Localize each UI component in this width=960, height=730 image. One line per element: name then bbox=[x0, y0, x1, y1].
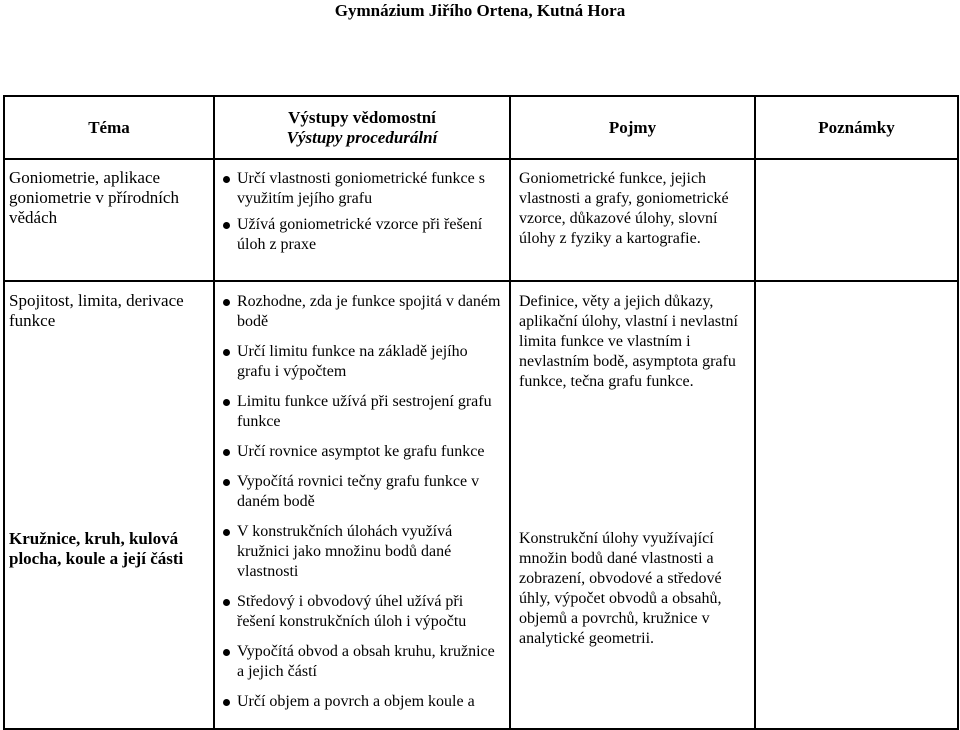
outcome-text: Užívá goniometrické vzorce při řešení úloh z praxe bbox=[237, 216, 483, 253]
list-item bbox=[221, 692, 503, 712]
list-item bbox=[221, 442, 503, 462]
bullet-icon bbox=[223, 349, 230, 356]
bullet-icon bbox=[223, 699, 230, 706]
column-header-tema: Téma bbox=[4, 96, 214, 159]
outcome-text: Limitu funkce užívá při sestrojení grafu funkce bbox=[237, 393, 492, 430]
list-item bbox=[221, 642, 503, 682]
outcome-text: V konstrukčních úlohách využívá kružnici jako množinu bodů dané vlastnosti bbox=[237, 523, 453, 580]
list-item bbox=[221, 392, 503, 432]
topic-cell: Goniometrie, aplikace goniometrie v přírodních vědách bbox=[4, 159, 214, 281]
outcome-text: Rozhodne, zda je funkce spojitá v daném bodě bbox=[237, 293, 501, 330]
list-item bbox=[221, 342, 503, 382]
header-row bbox=[4, 96, 958, 159]
terms-cell: Definice, věty a jejich důkazy, aplikační úlohy, vlastní i nevlastní limita funkce ve vlastním i nevlastním bodě, asymptota grafu funkce, tečna grafu funkce. bbox=[510, 281, 755, 529]
terms-cell: Goniometrické funkce, jejich vlastnosti a grafy, goniometrické vzorce, důkazové úlohy, slovní úlohy z fyziky a kartografie. bbox=[510, 159, 755, 281]
table-row bbox=[4, 281, 958, 529]
list-item bbox=[221, 169, 503, 209]
bullet-icon bbox=[223, 599, 230, 606]
list-item bbox=[221, 472, 503, 512]
curriculum-table bbox=[3, 95, 959, 730]
column-header-pojmy: Pojmy bbox=[510, 96, 755, 159]
bullet-icon bbox=[223, 222, 230, 229]
list-item bbox=[221, 292, 503, 332]
school-title: Gymnázium Jiřího Ortena, Kutná Hora bbox=[334, 1, 626, 20]
table-row bbox=[4, 159, 958, 281]
notes-cell bbox=[755, 159, 958, 281]
outcome-text: Určí vlastnosti goniometrické funkce s využitím jejího grafu bbox=[237, 170, 485, 207]
bullet-icon bbox=[223, 399, 230, 406]
list-item bbox=[221, 522, 503, 582]
outcomes-cell bbox=[214, 159, 510, 281]
outcome-text: Vypočítá rovnici tečny grafu funkce v daném bodě bbox=[237, 473, 480, 510]
outcome-text: Určí rovnice asymptot ke grafu funkce bbox=[237, 443, 485, 460]
column-header-vystupy bbox=[214, 96, 510, 159]
list-item bbox=[221, 215, 503, 255]
bullet-icon bbox=[223, 649, 230, 656]
bullet-icon bbox=[223, 176, 230, 183]
bullet-icon bbox=[223, 479, 230, 486]
column-header-vystupy-vedomostni: Výstupy vědomostní bbox=[288, 107, 436, 127]
topic-cell: Kružnice, kruh, kulová plocha, koule a její části bbox=[4, 529, 214, 729]
bullet-icon bbox=[223, 449, 230, 456]
outcome-text: Vypočítá obvod a obsah kruhu, kružnice a jejich částí bbox=[237, 643, 495, 680]
outcomes-cell bbox=[214, 281, 510, 729]
notes-cell bbox=[755, 529, 958, 729]
bullet-icon bbox=[223, 529, 230, 536]
column-header-poznamky: Poznámky bbox=[755, 96, 958, 159]
notes-cell bbox=[755, 281, 958, 529]
outcome-text: Určí objem a povrch a objem koule a bbox=[237, 693, 475, 710]
outcome-text: Určí limitu funkce na základě jejího grafu i výpočtem bbox=[237, 343, 468, 380]
terms-cell: Konstrukční úlohy využívající množin bodů dané vlastnosti a zobrazení, obvodové a středové úhly, výpočet obvodů a obsahů, objemů a povrchů, kružnice v analytické geometrii. bbox=[510, 529, 755, 729]
outcome-text: Středový i obvodový úhel užívá při řešení konstrukčních úloh i výpočtu bbox=[237, 593, 467, 630]
bullet-icon bbox=[223, 299, 230, 306]
topic-cell: Spojitost, limita, derivace funkce bbox=[4, 281, 214, 529]
list-item bbox=[221, 592, 503, 632]
column-header-vystupy-proceduralni: Výstupy procedurální bbox=[286, 127, 438, 147]
